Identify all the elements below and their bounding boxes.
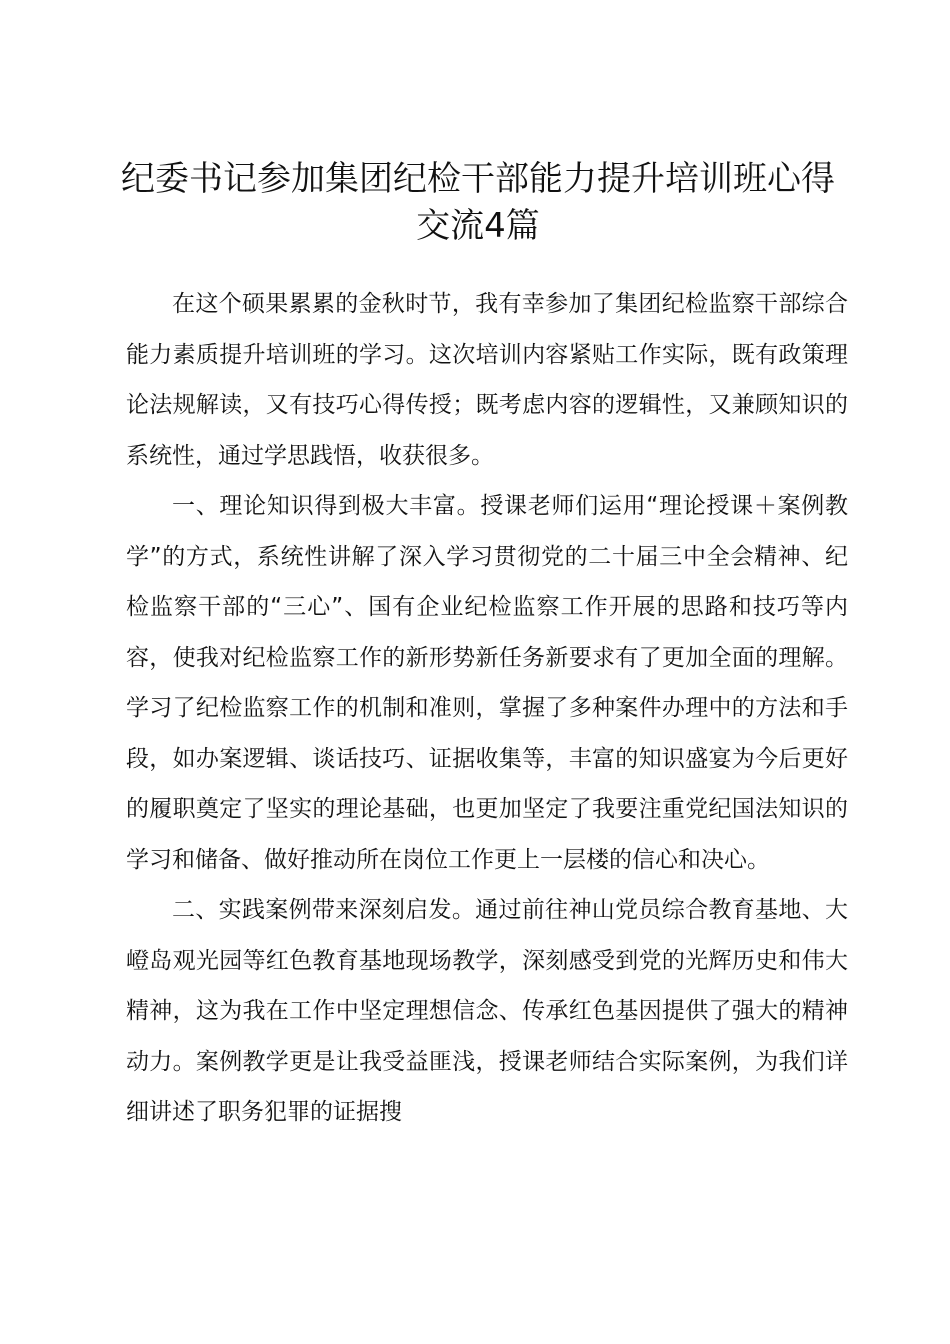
paragraph-intro: 在这个硕果累累的金秋时节，我有幸参加了集团纪检监察干部综合能力素质提升培训班的学习。这次培训内容紧贴工作实际，既有政策理论法规解读，又有技巧心得传授；既考虑内容的逻辑性，又兼顾知识的系统性，通过学思践悟，收获很多。 <box>126 291 848 469</box>
paragraph-theory: 一、理论知识得到极大丰富。授课老师们运用“理论授课＋案例教学”的方式，系统性讲解了深入学习贯彻党的二十届三中全会精神、纪检监察干部的“三心”、国有企业纪检监察工作开展的思路和技巧等内容，使我对纪检监察工作的新形势新任务新要求有了更加全面的理解。学习了纪检监察工作的机制和准则，掌握了多种案件办理中的方法和手段，如办案逻辑、谈话技巧、证据收集等，丰富的知识盛宴为今后更好的履职奠定了坚实的理论基础，也更加坚定了我要注重党纪国法知识的学习和储备、做好推动所在岗位工作更上一层楼的信心和决心。 <box>126 493 848 873</box>
document-title: 纪委书记参加集团纪检干部能力提升培训班心得交流4篇 <box>121 159 835 246</box>
document-body <box>126 279 848 1138</box>
paragraph-practice: 二、实践案例带来深刻启发。通过前往神山党员综合教育基地、大嶝岛观光园等红色教育基地现场教学，深刻感受到党的光辉历史和伟大精神，这为我在工作中坚定理想信念、传承红色基因提供了强大的精神动力。案例教学更是让我受益匪浅，授课老师结合实际案例，为我们详细讲述了职务犯罪的证据搜 <box>126 897 848 1125</box>
